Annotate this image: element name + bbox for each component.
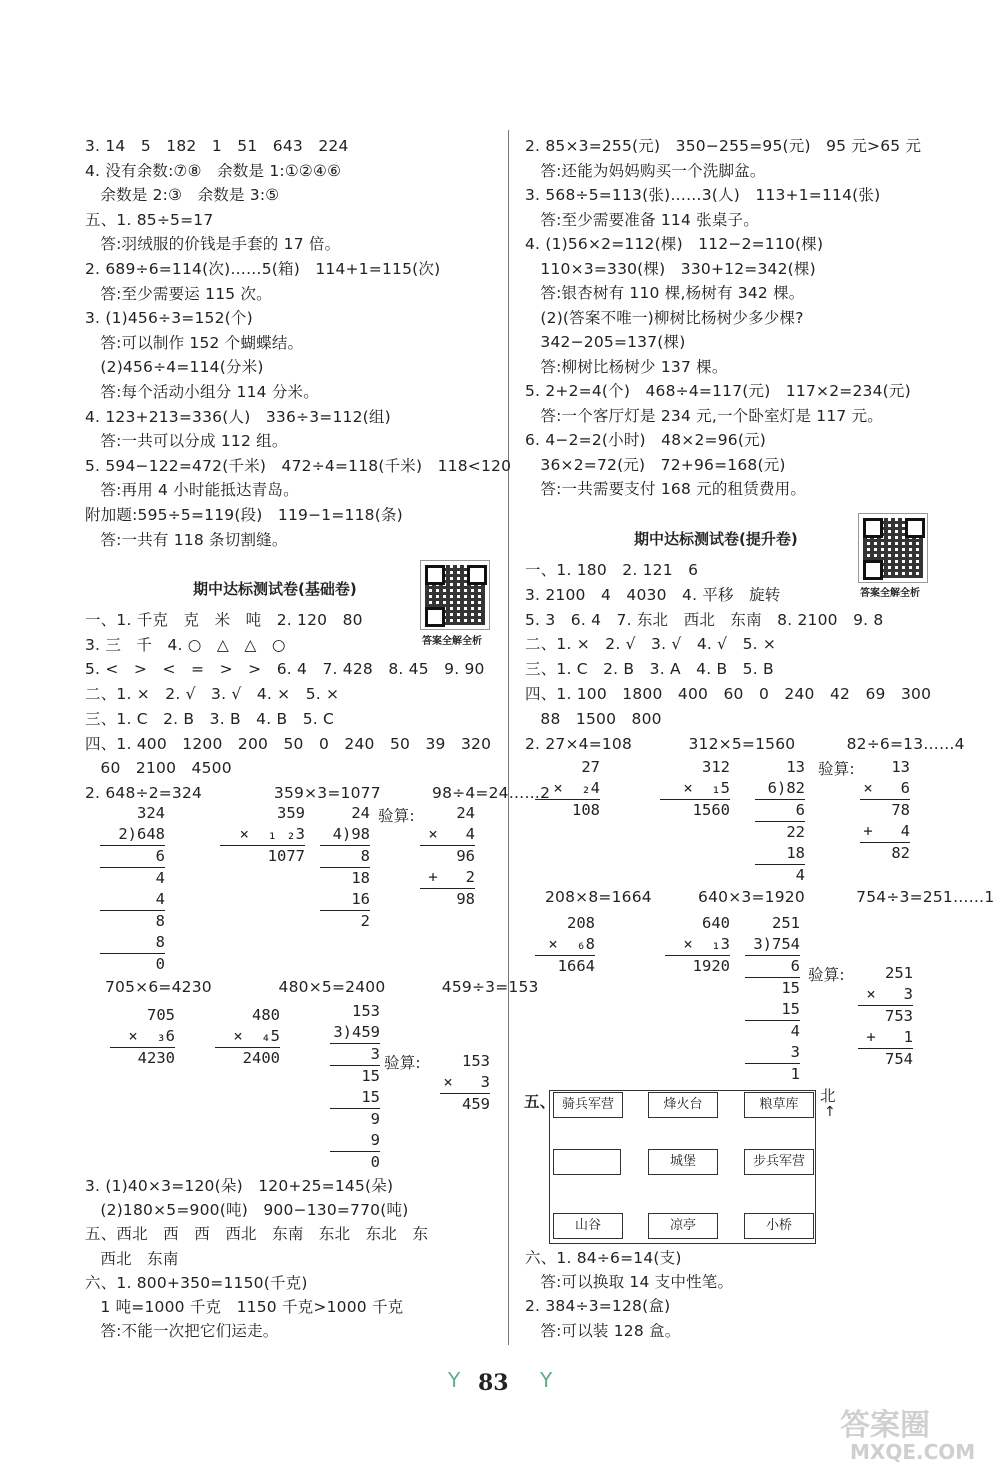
- vertical-calculation: [220, 803, 305, 867]
- calc-row: 8: [100, 932, 165, 954]
- answer-line: 答:可以装 128 盒。: [525, 1321, 681, 1340]
- answer-line: 五、1. 85÷5=17: [85, 210, 214, 229]
- vertical-calculation: [440, 1051, 490, 1115]
- answer-line: 答:每个活动小组分 114 分米。: [85, 383, 319, 401]
- calc-row: 98: [456, 890, 475, 908]
- answer-line: 答:羽绒服的价钱是手套的 17 倍。: [85, 235, 341, 254]
- calc-row: 1560: [692, 801, 730, 819]
- check-label: 验算:: [808, 966, 845, 984]
- qr-caption-left: 答案全解全析: [422, 636, 482, 647]
- answer-line: 2. 689÷6=114(次)……5(箱) 114+1=115(次): [85, 260, 441, 278]
- answer-line: 5. 594−122=472(千米) 472÷4=118(千米) 118<120: [85, 456, 512, 475]
- calc-row: 4: [790, 1022, 800, 1040]
- calc-row: 153: [352, 1002, 380, 1020]
- answer-line: 五、西北 西 西 西北 东南 东北 东北 东: [85, 1225, 429, 1244]
- answer-line: 答:还能为妈妈购买一个洗脚盆。: [525, 161, 766, 180]
- calc-row: 3)459: [330, 1022, 380, 1044]
- answer-line: 一、1. 千克 克 米 吨 2. 120 80: [85, 611, 363, 629]
- answer-line: 一、1. 180 2. 121 6: [525, 561, 699, 579]
- answer-line: 四、1. 400 1200 200 50 0 240 50 39 320: [85, 734, 492, 753]
- answer-line: 答:可以换取 14 支中性笔。: [525, 1273, 734, 1292]
- calc-row: 705: [147, 1006, 175, 1024]
- calc-row: 1920: [692, 957, 730, 975]
- calc-row: 6: [100, 846, 165, 868]
- qr-caption-right: 答案全解全析: [860, 588, 920, 599]
- calc-row: 78: [891, 801, 910, 819]
- answer-line: 3. 568÷5=113(张)……3(人) 113+1=114(张): [525, 186, 881, 204]
- answer-line: 3. (1)456÷3=152(个): [85, 309, 253, 328]
- calc-row: + 2: [420, 867, 475, 889]
- answer-line: 2. 384÷3=128(盒): [525, 1297, 671, 1316]
- answer-line: 3. (1)40×3=120(朵) 120+25=145(朵): [85, 1177, 394, 1195]
- check-label: 验算:: [384, 1054, 421, 1072]
- answer-line: 答:不能一次把它们运走。: [85, 1322, 279, 1341]
- answer-line: 六、1. 800+350=1150(千克): [85, 1273, 308, 1292]
- calc-row: × 3: [858, 984, 913, 1006]
- answer-line: 答:可以制作 152 个蝴蝶结。: [85, 333, 304, 352]
- calc-row: 8: [155, 912, 165, 930]
- answer-line: 5. 2+2=4(个) 468÷4=117(元) 117×2=234(元): [525, 382, 911, 400]
- calc-row: 4230: [137, 1049, 175, 1067]
- calc-row: × 6: [860, 778, 910, 800]
- vertical-calculation: [755, 757, 805, 886]
- answer-line: 三、1. C 2. B 3. B 4. B 5. C: [85, 709, 335, 728]
- watermark-url: MXQE.COM: [850, 1440, 976, 1464]
- answer-line: 4. 没有余数:⑦⑧ 余数是 1:①②④⑥: [85, 161, 342, 180]
- calc-row: 3)754: [745, 934, 800, 956]
- calc-row: 24: [456, 804, 475, 822]
- calc-row: 22: [786, 823, 805, 841]
- calc-row: 13: [891, 758, 910, 776]
- answer-line: 88 1500 800: [525, 709, 662, 728]
- calc-row: 18: [351, 869, 370, 887]
- calc-row: 27: [581, 758, 600, 776]
- answer-line: 5. < > < = > > 6. 4 7. 428 8. 45 9. 90: [85, 660, 485, 679]
- calc-row: 1664: [557, 957, 595, 975]
- north-label: 北: [820, 1087, 836, 1105]
- calc-row: × ₁ ₂3: [220, 824, 305, 846]
- calc-row: 0: [370, 1153, 380, 1171]
- answer-line: 2. 27×4=108 312×5=1560 82÷6=13……4: [525, 734, 965, 753]
- calc-row: 324: [137, 804, 165, 822]
- calc-row: 753: [885, 1007, 913, 1025]
- section-title-right: 期中达标测试卷(提升卷): [634, 530, 798, 548]
- calc-row: 1077: [267, 847, 305, 865]
- calc-row: 15: [361, 1067, 380, 1085]
- left-calc-row2-equations: 705×6=4230 480×5=2400 459÷3=153: [105, 978, 539, 996]
- calc-row: × ₆8: [535, 934, 595, 956]
- map-cell: 山谷: [553, 1213, 623, 1239]
- calc-row: 312: [702, 758, 730, 776]
- calc-row: × 4: [420, 824, 475, 846]
- calc-row: 459: [462, 1095, 490, 1113]
- calc-row: × ₄5: [215, 1026, 280, 1048]
- answer-line: 2. 648÷2=324 359×3=1077 98÷4=24……2: [85, 783, 551, 802]
- vertical-calculation: [420, 803, 475, 910]
- answer-line: 六、1. 84÷6=14(支): [525, 1249, 682, 1267]
- vertical-calculation: [860, 757, 910, 864]
- vertical-calculation: [858, 963, 913, 1070]
- answer-line: 四、1. 100 1800 400 60 0 240 42 69 300: [525, 685, 932, 703]
- answer-line: 2. 85×3=255(元) 350−255=95(元) 95 元>65 元: [525, 137, 922, 155]
- qr-code-left: [420, 560, 490, 630]
- answer-line: 3. 2100 4 4030 4. 平移 旋转: [525, 585, 781, 604]
- calc-row: 153: [462, 1052, 490, 1070]
- calc-row: × ₃6: [110, 1026, 175, 1048]
- calc-row: 16: [320, 889, 370, 911]
- answer-line: 答:银杏树有 110 棵,杨树有 342 棵。: [525, 284, 805, 302]
- calc-row: 754: [885, 1050, 913, 1068]
- column-divider: [508, 130, 509, 1345]
- calc-row: × ₁5: [660, 778, 730, 800]
- answer-line: (2)456÷4=114(分米): [85, 358, 264, 377]
- calc-row: 2: [360, 912, 370, 930]
- answer-line: 5. 3 6. 4 7. 东北 西北 东南 8. 2100 9. 8: [525, 610, 884, 629]
- answer-line: 4. (1)56×2=112(棵) 112−2=110(棵): [525, 235, 824, 253]
- vertical-calculation: [100, 803, 165, 975]
- answer-line: (2)180×5=900(吨) 900−130=770(吨): [85, 1201, 409, 1220]
- calc-row: 108: [572, 801, 600, 819]
- answer-line: 答:一共需要支付 168 元的租赁费用。: [525, 480, 807, 498]
- calc-row: 15: [781, 979, 800, 997]
- leaf-ornament-left-icon: Y: [448, 1368, 461, 1392]
- calc-row: 8: [320, 846, 370, 868]
- watermark-logo: 答案圈: [840, 1408, 930, 1443]
- calc-row: 6: [755, 800, 805, 822]
- vertical-calculation: [535, 913, 595, 977]
- calc-row: 4: [795, 866, 805, 884]
- map-cell-blank: [553, 1149, 621, 1175]
- map-cell: 步兵军营: [744, 1149, 814, 1175]
- calc-row: + 1: [858, 1027, 913, 1049]
- answer-line: 答:再用 4 小时能抵达青岛。: [85, 481, 299, 500]
- calc-row: 0: [155, 955, 165, 973]
- answer-line: 答:至少需要准备 114 张桌子。: [525, 210, 759, 229]
- map-cell: 烽火台: [648, 1092, 718, 1118]
- leaf-ornament-right-icon: Y: [540, 1368, 553, 1392]
- answer-line: 60 2100 4500: [85, 759, 232, 778]
- calc-row: 9: [370, 1110, 380, 1128]
- map-cell: 骑兵军营: [553, 1092, 623, 1118]
- map-cell: 凉亭: [648, 1213, 718, 1239]
- calc-row: × 3: [440, 1072, 490, 1094]
- calc-row: + 4: [860, 821, 910, 843]
- answer-line: 答:至少需要运 115 次。: [85, 284, 272, 303]
- answer-line: 答:一共可以分成 112 组。: [85, 432, 288, 451]
- vertical-calculation: [110, 1005, 175, 1069]
- calc-row: 1: [790, 1065, 800, 1083]
- calc-row: 6: [745, 956, 800, 978]
- calc-row: 2400: [242, 1049, 280, 1067]
- check-label: 验算:: [818, 760, 855, 778]
- calc-row: 15: [745, 999, 800, 1021]
- vertical-calculation: [535, 757, 600, 821]
- map-cell: 粮草库: [744, 1092, 814, 1118]
- answer-line: 二、1. × 2. √ 3. √ 4. √ 5. ×: [525, 635, 777, 654]
- calc-row: 359: [277, 804, 305, 822]
- check-label: 验算:: [378, 807, 415, 825]
- calc-row: 13: [786, 758, 805, 776]
- calc-row: 3: [330, 1044, 380, 1066]
- calc-row: 24: [351, 804, 370, 822]
- calc-row: 82: [891, 844, 910, 862]
- calc-row: × ₂4: [535, 778, 600, 800]
- calc-row: 480: [252, 1006, 280, 1024]
- vertical-calculation: [745, 913, 800, 1085]
- answer-line: 三、1. C 2. B 3. A 4. B 5. B: [525, 660, 774, 679]
- calc-row: 3: [745, 1042, 800, 1064]
- answer-line: 110×3=330(棵) 330+12=342(棵): [525, 259, 816, 278]
- answer-line: 答:一个客厅灯是 234 元,一个卧室灯是 117 元。: [525, 406, 884, 425]
- calc-row: 18: [755, 843, 805, 865]
- right-calc-row2-equations: 208×8=1664 640×3=1920 754÷3=251……1: [545, 888, 995, 906]
- vertical-calculation: [330, 1001, 380, 1173]
- calc-row: 208: [567, 914, 595, 932]
- section-title-left: 期中达标测试卷(基础卷): [193, 580, 357, 598]
- map-question-label: 五、: [524, 1093, 556, 1111]
- answer-line: 3. 三 千 4. ○ △ △ ○: [85, 635, 286, 654]
- answer-line: (2)(答案不唯一)柳树比杨树少多少棵?: [525, 308, 804, 327]
- qr-code-right: [858, 513, 928, 583]
- calc-row: 640: [702, 914, 730, 932]
- calc-row: 9: [330, 1130, 380, 1152]
- page-number: 83: [478, 1370, 509, 1396]
- vertical-calculation: [320, 803, 370, 932]
- answer-line: 二、1. × 2. √ 3. √ 4. × 5. ×: [85, 685, 340, 704]
- calc-row: 4)98: [320, 824, 370, 846]
- map-cell: 城堡: [648, 1149, 718, 1175]
- vertical-calculation: [665, 913, 730, 977]
- calc-row: 251: [885, 964, 913, 982]
- answer-line: 答:一共有 118 条切割缝。: [85, 530, 288, 549]
- calc-row: 15: [330, 1087, 380, 1109]
- answer-line: 1 吨=1000 千克 1150 千克>1000 千克: [85, 1298, 404, 1316]
- north-arrow-icon: ↑: [824, 1104, 836, 1120]
- answer-line: 3. 14 5 182 1 51 643 224: [85, 137, 349, 155]
- calc-row: 251: [772, 914, 800, 932]
- vertical-calculation: [215, 1005, 280, 1069]
- calc-row: × ₁3: [665, 934, 730, 956]
- map-cell: 小桥: [744, 1213, 814, 1239]
- answer-line: 342−205=137(棵): [525, 333, 686, 351]
- answer-line: 4. 123+213=336(人) 336÷3=112(组): [85, 407, 391, 426]
- answer-line: 答:柳树比杨树少 137 棵。: [525, 357, 728, 376]
- calc-row: 4: [100, 889, 165, 911]
- answer-line: 6. 4−2=2(小时) 48×2=96(元): [525, 431, 767, 449]
- answer-line: 余数是 2:③ 余数是 3:⑤: [85, 186, 280, 205]
- calc-row: 96: [456, 847, 475, 865]
- answer-line: 36×2=72(元) 72+96=168(元): [525, 455, 786, 474]
- answer-line: 西北 东南: [85, 1249, 179, 1268]
- calc-row: 6)82: [755, 778, 805, 800]
- answer-line: 附加题:595÷5=119(段) 119−1=118(条): [85, 506, 403, 524]
- calc-row: 2)648: [100, 824, 165, 846]
- calc-row: 4: [155, 869, 165, 887]
- vertical-calculation: [660, 757, 730, 821]
